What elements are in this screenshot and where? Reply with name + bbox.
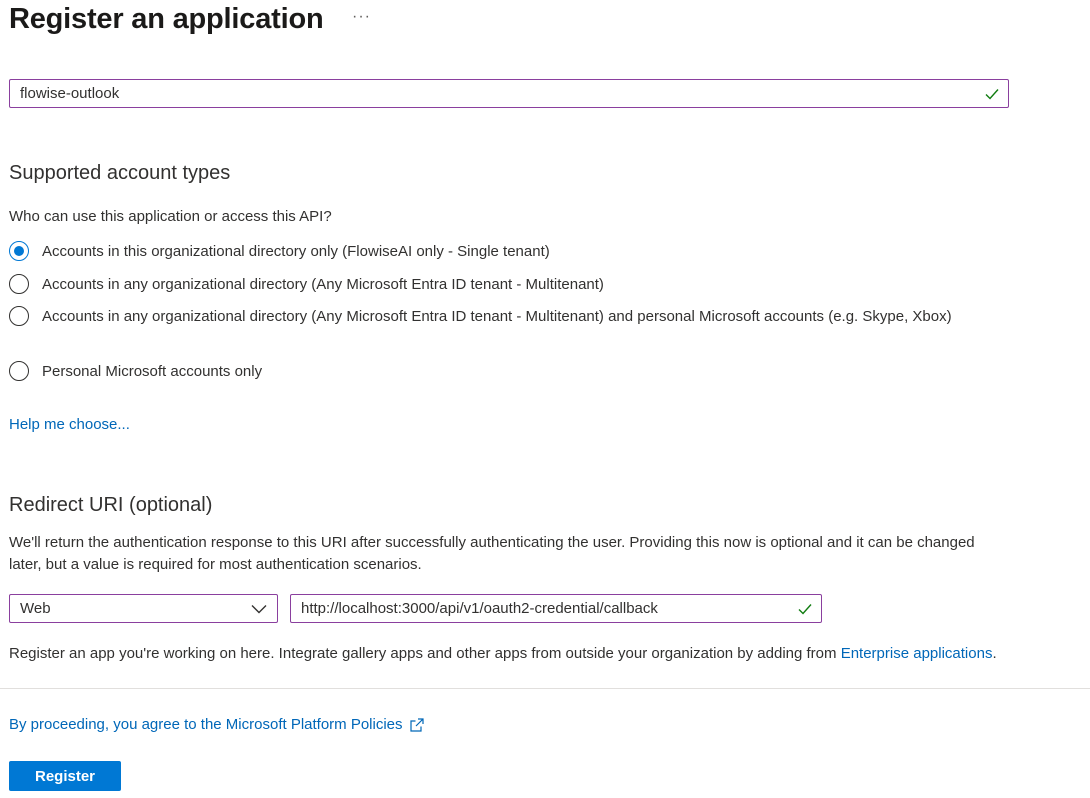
radio-label: Accounts in any organizational directory (Any Microsoft Entra ID tenant - Multitenant) and personal Microsoft accounts (e.g. Skype, Xbox) [42,308,952,325]
radio-option-multitenant[interactable] [9,274,1009,296]
app-name-input[interactable] [9,79,1009,108]
radio-label: Personal Microsoft accounts only [42,363,263,380]
valid-check-icon [984,86,1000,102]
radio-label: Accounts in this organizational directory only (FlowiseAI only - Single tenant) [42,243,550,260]
enterprise-apps-note [9,643,1089,665]
platform-policies-link[interactable] [9,716,425,733]
radio-option-personal-only[interactable] [9,361,1009,383]
page-title: Register an application [9,3,324,35]
platform-policies-link-text[interactable]: By proceeding, you agree to the Microsoft Platform Policies [9,716,403,733]
help-me-choose-link[interactable]: Help me choose... [9,416,130,433]
chevron-down-icon [251,604,267,614]
radio-option-multitenant-personal[interactable] [9,306,999,328]
valid-check-icon [797,601,813,617]
app-name-value: flowise-outlook [20,85,120,102]
platform-select-value: Web [20,600,51,617]
radio-button-checked[interactable] [9,241,29,261]
more-options-button[interactable]: ··· [352,8,371,25]
redirect-uri-description: We'll return the authentication response to this URI after successfully authenticating the user. Providing this now is optional and it can be changed later, but a value is required for most authentication scenarios. [9,534,975,573]
redirect-uri-input[interactable] [290,594,822,623]
radio-button[interactable] [9,361,29,381]
radio-option-single-tenant[interactable] [9,241,1009,263]
enterprise-apps-note-text: Register an app you're working on here. Integrate gallery apps and other apps from outside your organization by adding from [9,645,837,662]
register-button[interactable]: Register [9,761,121,791]
account-types-heading: Supported account types [9,162,231,184]
radio-label: Accounts in any organizational directory (Any Microsoft Entra ID tenant - Multitenant) [42,276,604,293]
redirect-uri-heading: Redirect URI (optional) [9,494,213,516]
platform-select[interactable] [9,594,278,623]
account-types-question: Who can use this application or access this API? [9,208,332,225]
radio-button[interactable] [9,306,29,326]
redirect-uri-value: http://localhost:3000/api/v1/oauth2-credential/callback [301,600,658,617]
enterprise-applications-link[interactable]: Enterprise applications [840,645,993,662]
external-link-icon [409,717,425,733]
divider [0,688,1090,689]
enterprise-apps-note-period: . [992,645,997,662]
radio-button[interactable] [9,274,29,294]
